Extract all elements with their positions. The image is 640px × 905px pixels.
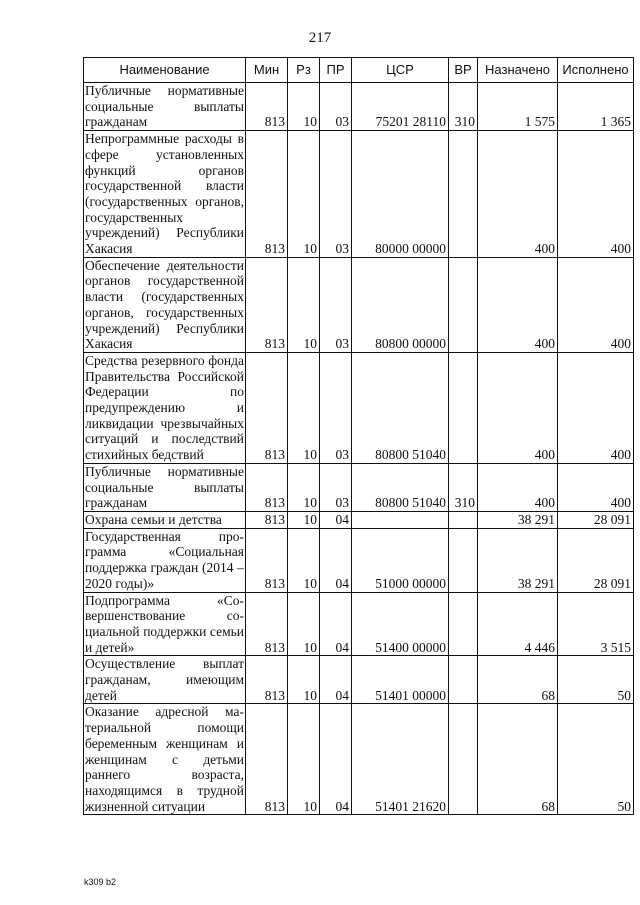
cell-csr [352,511,449,528]
table-row [84,511,634,528]
cell-pr: 04 [320,528,352,592]
header-csr: ЦСР [352,58,449,83]
cell-vr [449,656,478,704]
cell-csr: 51000 00000 [352,528,449,592]
table-row [84,131,634,258]
cell-rz: 10 [288,656,320,704]
cell-vr: 310 [449,463,478,511]
cell-vr [449,257,478,352]
cell-executed: 28 091 [558,511,634,528]
cell-min: 813 [246,83,288,131]
cell-assigned: 400 [478,352,558,463]
table-row [84,463,634,511]
table-row [84,257,634,352]
cell-pr: 04 [320,704,352,815]
cell-rz: 10 [288,83,320,131]
cell-csr: 80800 00000 [352,257,449,352]
cell-pr: 03 [320,352,352,463]
page-number: 217 [308,30,332,46]
cell-rz: 10 [288,704,320,815]
cell-rz: 10 [288,352,320,463]
cell-pr: 04 [320,592,352,656]
budget-table [83,57,634,815]
cell-min: 813 [246,131,288,258]
header-pr: ПР [320,58,352,83]
cell-assigned: 4 446 [478,592,558,656]
cell-assigned: 68 [478,704,558,815]
cell-pr: 04 [320,656,352,704]
cell-pr: 03 [320,131,352,258]
table-row [84,352,634,463]
cell-min: 813 [246,528,288,592]
cell-executed: 1 365 [558,83,634,131]
cell-executed: 400 [558,352,634,463]
cell-name: Обеспечение деятельности органов государственной власти (государственных органов, государственных учреждений) Республики Хакасия [85,257,244,352]
cell-name: Подпрограмма «Совершенствование социальной поддержки семьи и детей» [85,592,244,655]
cell-csr: 80800 51040 [352,463,449,511]
cell-vr [449,592,478,656]
table-row [84,704,634,815]
cell-min: 813 [246,592,288,656]
cell-name: Непрограммные расходы в сфере установленных функций органов государственной власти (государственных органов, государственных учреждений) Республики Хакасия [85,131,244,257]
footer-code: k309 b2 [84,877,117,887]
cell-assigned: 38 291 [478,528,558,592]
cell-pr: 03 [320,83,352,131]
cell-rz: 10 [288,463,320,511]
header-name: Наименование [84,58,246,83]
cell-min: 813 [246,352,288,463]
cell-name: Публичные нормативные социальные выплаты гражданам [85,463,244,511]
cell-min: 813 [246,463,288,511]
table-row [84,656,634,704]
cell-name: Государственная программа «Социальная поддержка граждан (2014 – 2020 годы)» [85,528,244,591]
cell-name: Оказание адресной материальной помощи беременным женщинам и женщинам с детьми раннего возраста, находящимся в трудной жизненной ситуации [85,704,244,814]
cell-csr: 75201 28110 [352,83,449,131]
table-row [84,83,634,131]
cell-min: 813 [246,704,288,815]
cell-executed: 400 [558,131,634,258]
cell-assigned: 400 [478,257,558,352]
cell-pr: 04 [320,511,352,528]
header-min: Мин [246,58,288,83]
cell-min: 813 [246,511,288,528]
cell-name: Осуществление выплат гражданам, имеющим детей [85,656,244,703]
cell-vr [449,131,478,258]
cell-vr [449,528,478,592]
cell-pr: 03 [320,463,352,511]
cell-csr: 51401 21620 [352,704,449,815]
cell-assigned: 1 575 [478,83,558,131]
cell-rz: 10 [288,511,320,528]
header-vr: ВР [449,58,478,83]
cell-csr: 80000 00000 [352,131,449,258]
cell-executed: 400 [558,463,634,511]
cell-executed: 50 [558,656,634,704]
cell-executed: 400 [558,257,634,352]
cell-vr [449,704,478,815]
cell-min: 813 [246,656,288,704]
cell-assigned: 38 291 [478,511,558,528]
table-row [84,592,634,656]
cell-assigned: 400 [478,131,558,258]
header-rz: Рз [288,58,320,83]
cell-rz: 10 [288,257,320,352]
cell-executed: 28 091 [558,528,634,592]
cell-name: Публичные нормативные социальные выплаты гражданам [85,83,244,130]
cell-csr: 51401 00000 [352,656,449,704]
cell-assigned: 68 [478,656,558,704]
cell-vr: 310 [449,83,478,131]
table-row [84,528,634,592]
cell-rz: 10 [288,131,320,258]
cell-executed: 50 [558,704,634,815]
cell-rz: 10 [288,528,320,592]
cell-name: Средства резервного фонда Правительства Российской Федерации по предупреждению и ликвидации чрезвычайных ситуаций и последствий стихийных бедствий [85,352,244,463]
cell-csr: 80800 51040 [352,352,449,463]
cell-vr [449,352,478,463]
table-header-row [84,58,634,83]
cell-csr: 51400 00000 [352,592,449,656]
header-executed: Исполнено [558,58,634,83]
cell-pr: 03 [320,257,352,352]
header-assigned: Назначено [478,58,558,83]
cell-name: Охрана семьи и детства [84,511,246,528]
cell-assigned: 400 [478,463,558,511]
cell-executed: 3 515 [558,592,634,656]
cell-min: 813 [246,257,288,352]
cell-rz: 10 [288,592,320,656]
cell-vr [449,511,478,528]
